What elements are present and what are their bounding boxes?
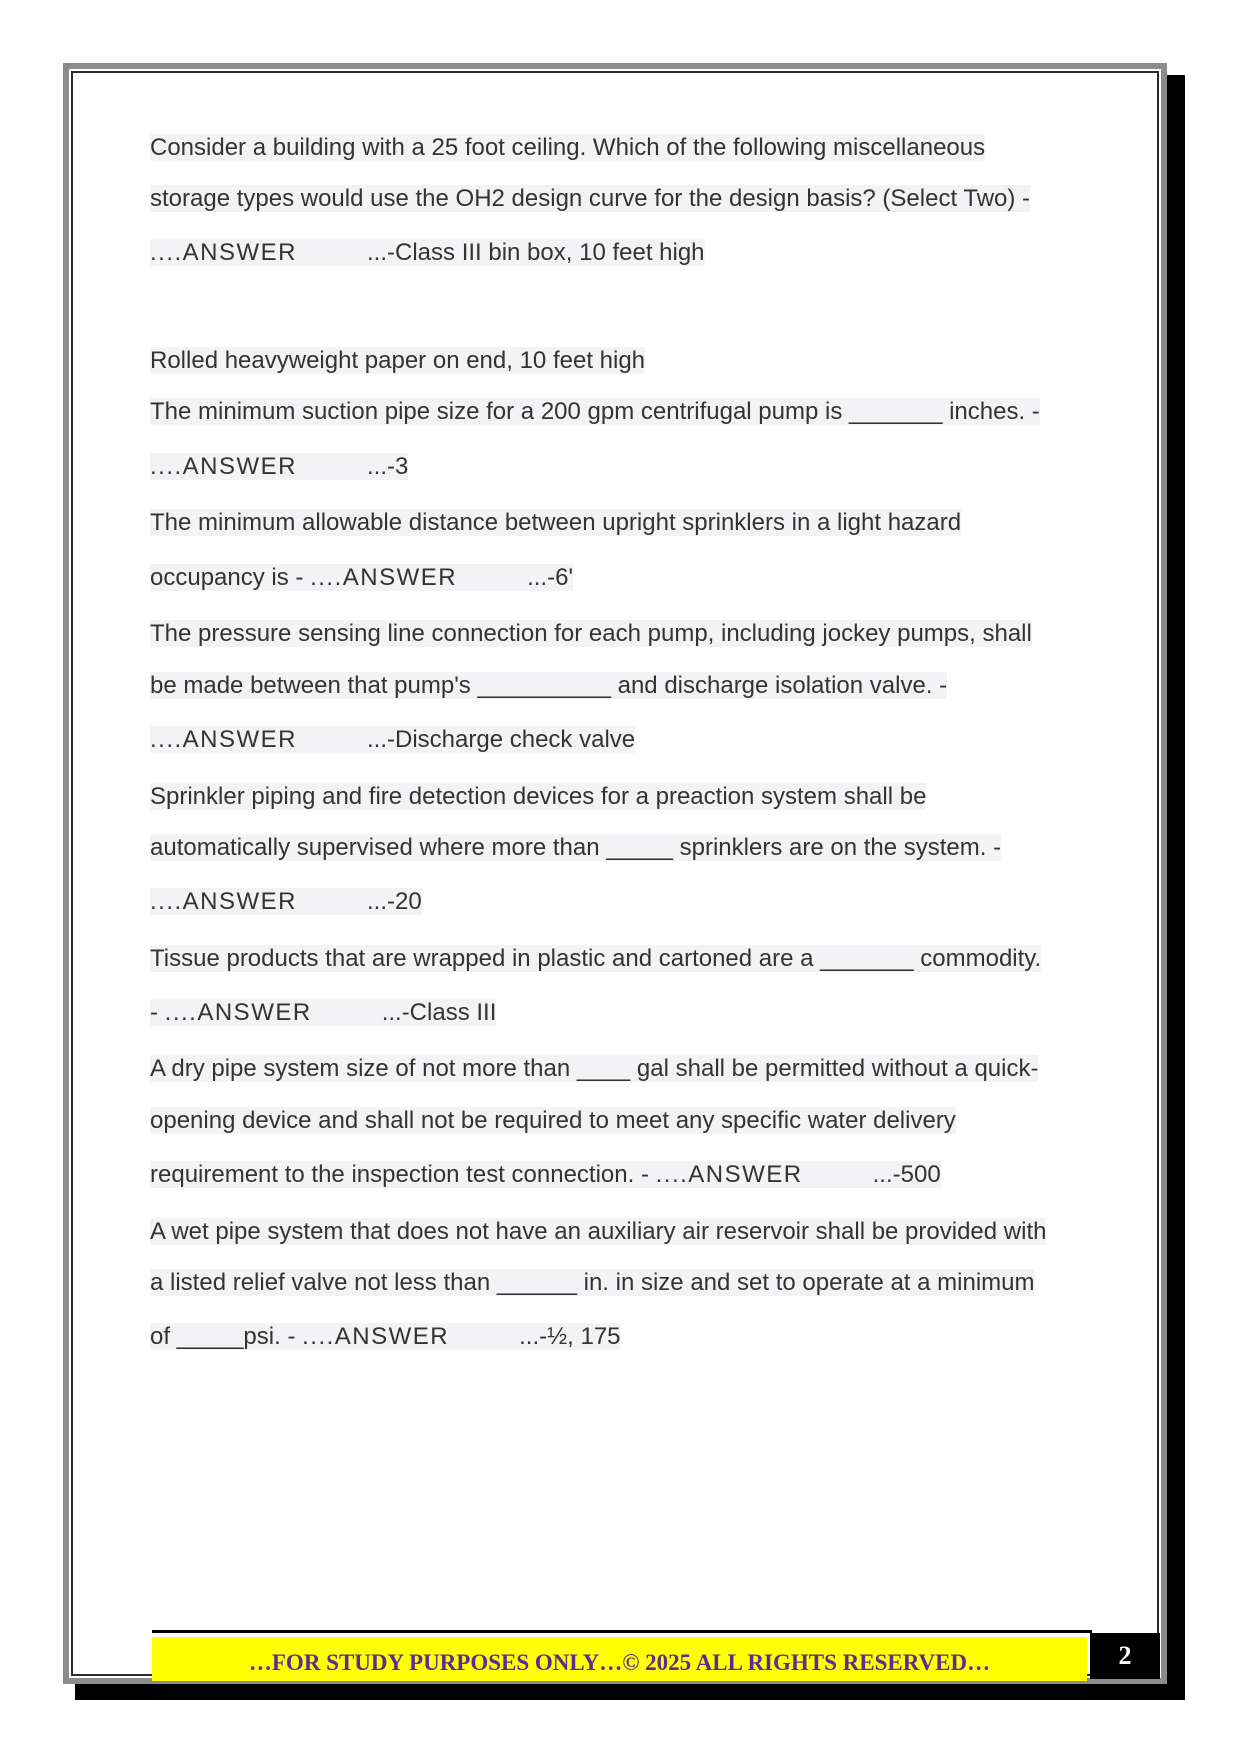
answer-label: ....ANSWER	[150, 726, 298, 753]
question-line: Consider a building with a 25 foot ceiling. Which of the following miscellaneous	[150, 134, 986, 161]
question-line: A dry pipe system size of not more than ____ gal shall be permitted without a quick-	[150, 1055, 1039, 1082]
question-line: The pressure sensing line connection for each pump, including jockey pumps, shall	[150, 620, 1032, 647]
answer-line	[150, 450, 408, 484]
answer-line	[150, 885, 422, 919]
answer-label: ....ANSWER	[164, 999, 312, 1026]
question-line: Sprinkler piping and fire detection devices for a preaction system shall be	[150, 783, 927, 810]
answer-label: ....ANSWER	[150, 453, 298, 480]
answer-value: ...-6'	[527, 564, 574, 591]
answer-line: occupancy is - ....ANSWER ...-6'	[150, 564, 574, 591]
page	[71, 71, 1159, 1676]
answer-label: ....ANSWER	[310, 564, 458, 591]
answer-value: ...-500	[872, 1161, 941, 1188]
answer-label: ....ANSWER	[150, 888, 298, 915]
answer-value: ...-Class III	[381, 999, 497, 1026]
footer-divider	[152, 1630, 1092, 1633]
answer-value: ...-½, 175	[519, 1323, 621, 1350]
answer-label: ....ANSWER	[655, 1161, 803, 1188]
question-line: Tissue products that are wrapped in plastic and cartoned are a _______ commodity.	[150, 945, 1042, 972]
question-line: The minimum suction pipe size for a 200 gpm centrifugal pump is _______ inches. -	[150, 398, 1040, 425]
answer-line: of _____psi. - ....ANSWER ...-½, 175	[150, 1323, 621, 1350]
question-line: The minimum allowable distance between upright sprinklers in a light hazard	[150, 509, 962, 536]
answer-value: ...-3	[367, 453, 409, 480]
question-line: a listed relief valve not less than ______ in. in size and set to operate at a minimum	[150, 1269, 1035, 1296]
answer-value: ...-Discharge check valve	[367, 726, 636, 753]
question-line: A wet pipe system that does not have an auxiliary air reservoir shall be provided with	[150, 1218, 1047, 1245]
answer-value: ...-Class III bin box, 10 feet high	[367, 239, 705, 266]
answer-line: - ....ANSWER ...-Class III	[150, 999, 497, 1026]
question-line: opening device and shall not be required to meet any specific water delivery	[150, 1107, 956, 1134]
footer-text: …FOR STUDY PURPOSES ONLY…© 2025 ALL RIGHTS RESERVED…	[248, 1650, 991, 1675]
footer-banner	[152, 1637, 1087, 1681]
page-number: 2	[1090, 1633, 1160, 1679]
question-line: storage types would use the OH2 design curve for the design basis? (Select Two) -	[150, 185, 1031, 212]
question-line: be made between that pump's __________ and discharge isolation valve. -	[150, 672, 948, 699]
question-line: automatically supervised where more than _____ sprinklers are on the system. -	[150, 834, 1002, 861]
answer-line	[150, 236, 705, 270]
answer-line: Rolled heavyweight paper on end, 10 feet high	[150, 347, 646, 374]
answer-value: ...-20	[367, 888, 422, 915]
answer-line	[150, 723, 635, 757]
answer-line: requirement to the inspection test connection. - ....ANSWER ...-500	[150, 1161, 941, 1188]
answer-label: ....ANSWER	[302, 1323, 450, 1350]
answer-label: ....ANSWER	[150, 239, 298, 266]
